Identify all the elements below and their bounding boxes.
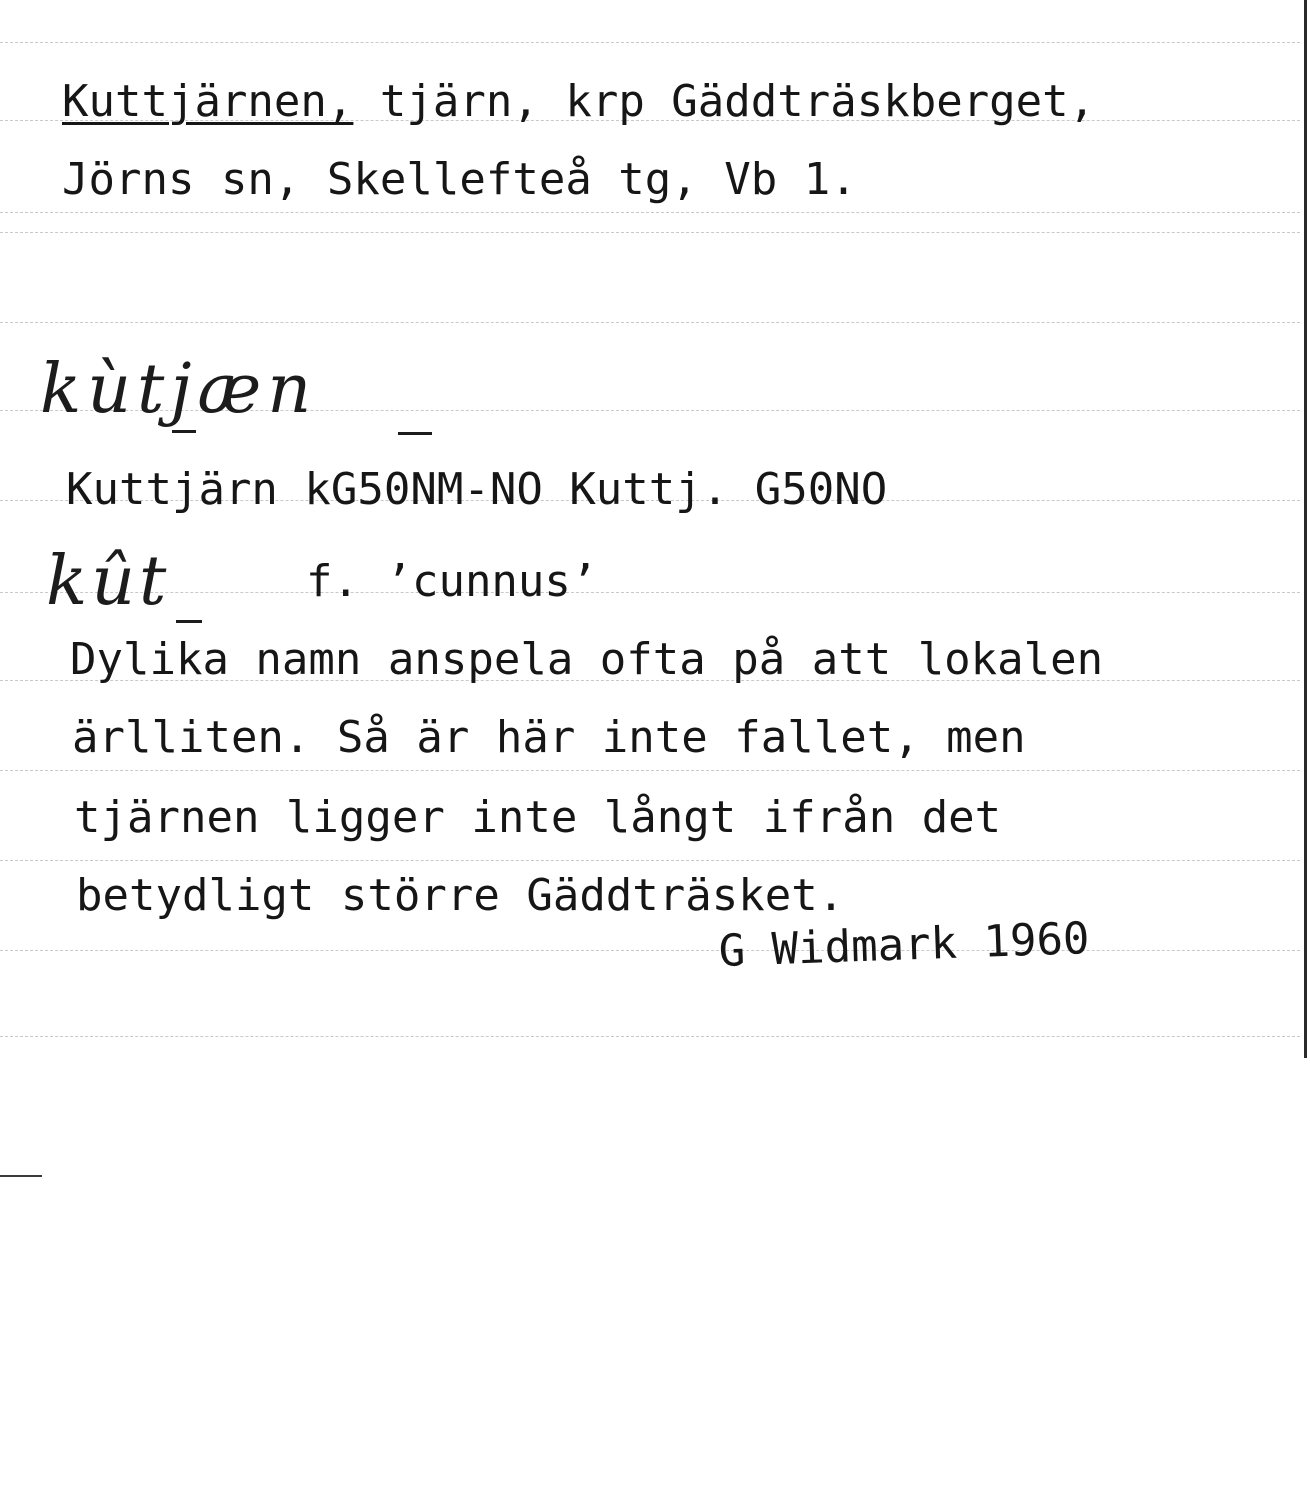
card-edge-mark	[0, 1175, 42, 1177]
headword: Kuttjärnen,	[62, 76, 354, 127]
paragraph-line: ärlliten. Så är här inte fallet, men	[72, 712, 1026, 763]
card-rule-line	[0, 950, 1300, 952]
card-rule-line	[0, 1036, 1300, 1038]
card-rule-line	[0, 232, 1300, 234]
headword-description: tjärn, krp Gäddträskberget,	[379, 76, 1096, 127]
paragraph-line: betydligt större Gäddträsket.	[76, 870, 845, 921]
handwritten-phonetic-2: kût	[46, 542, 171, 621]
card-rule-line	[0, 42, 1300, 44]
card-right-edge	[1304, 0, 1307, 1058]
card-line-1	[62, 76, 1096, 127]
card-rule-line	[0, 212, 1300, 214]
paragraph-line: tjärnen ligger inte långt ifrån det	[74, 792, 1002, 843]
phonetic-underline-mark	[398, 432, 432, 435]
card-rule-line	[0, 592, 1300, 594]
card-rule-line	[0, 322, 1300, 324]
phonetic-underline-mark	[176, 620, 202, 623]
phonetic-underline-mark	[172, 430, 196, 433]
signature: G Widmark 1960	[717, 913, 1091, 977]
card-rule-line	[0, 770, 1300, 772]
card-line-2: Jörns sn, Skellefteå tg, Vb 1.	[62, 154, 857, 205]
paragraph-line: Dylika namn anspela ofta på att lokalen	[70, 634, 1104, 685]
gloss: f. ’cunnus’	[306, 556, 598, 607]
card-rule-line	[0, 860, 1300, 862]
card-line-3: Kuttjärn kG50NM-NO Kuttj. G50NO	[66, 464, 888, 515]
handwritten-phonetic-1: kùtjæn	[40, 350, 318, 429]
